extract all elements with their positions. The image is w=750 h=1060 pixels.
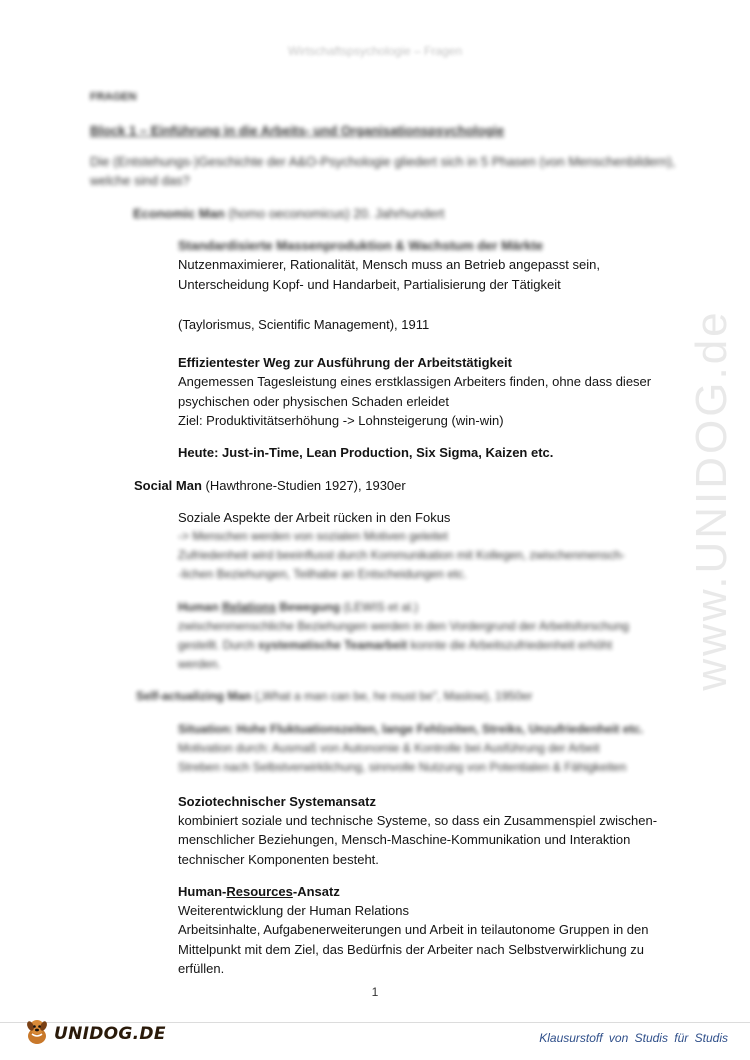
economic-man-rest: (homo oeconomicus) 20. Jahrhundert — [224, 206, 445, 221]
hr-line-2b: systematische Teamarbeit — [258, 638, 408, 652]
page-header: Wirtschaftspsychologie – Fragen — [287, 44, 463, 58]
effizient-line-2: psychischen oder physischen Schaden erleidet — [178, 394, 450, 409]
economic-man-title: Economic Man — [133, 206, 225, 221]
footer-slogan: Klausurstoff von Studis für Studis — [539, 1031, 728, 1045]
motivation-line: Motivation durch: Ausmaß von Autonomie & Kontrolle bei Ausführung der Arbeit — [178, 741, 600, 755]
sozio-line-2: menschlicher Beziehungen, Mensch-Maschine-Kommunikation und Interaktion — [178, 832, 631, 847]
self-actualizing-title: Self-actualizing Man — [136, 689, 252, 703]
hra-line-3: Mittelpunkt mit dem Ziel, das Bedürfnis der Arbeiter nach Selbstverwirklichung zu — [178, 942, 645, 957]
zufriedenheit-line-2: -lichen Beziehungen, Teilhabe an Entscheidungen etc. — [178, 567, 467, 581]
human-relations-a: Human — [178, 600, 223, 614]
zufriedenheit-line-1: Zufriedenheit wird beeinflusst durch Kommunikation mit Kollegen, zwischenmensch- — [178, 548, 625, 562]
hra-title-u: Resources — [226, 884, 293, 899]
watermark-text: www.UNIDOG.de — [687, 309, 736, 691]
taylor-line: (Taylorismus, Scientific Management), 1911 — [178, 317, 430, 332]
menschen-sozial-line: -> Menschen werden von sozialen Motiven geleitet — [178, 529, 448, 543]
kopf-line: Unterscheidung Kopf- und Handarbeit, Partialisierung der Tätigkeit — [178, 277, 561, 292]
economic-man-heading — [133, 204, 444, 224]
effizient-line-1: Angemessen Tagesleistung eines erstklassigen Arbeiters finden, ohne dass dieser — [178, 374, 652, 389]
hra-line-2: Arbeitsinhalte, Aufgabenerweiterungen und Arbeit in teilautonome Gruppen in den — [178, 922, 649, 937]
self-actualizing-rest: („What a man can be, he must be", Maslow), 1950er — [251, 689, 533, 703]
situation-line: Situation: Hohe Fluktuationszeiten, lange Fehlzeiten, Streiks, Unzufriedenheit etc. — [178, 722, 644, 736]
human-relations-u: Relations — [222, 600, 277, 614]
sozio-title: Soziotechnischer Systemansatz — [178, 794, 376, 809]
hra-title — [178, 882, 340, 902]
logo-text: UNIDOG.DE — [54, 1024, 166, 1044]
human-relations-b: Bewegung — [276, 600, 341, 614]
human-relations-c: (LEWIS et al.) — [340, 600, 419, 614]
block-heading: Block 1 – Einführung in die Arbeits- und Organisationspsychologie — [90, 123, 505, 138]
standardisierte-heading: Standardisierte Massenproduktion & Wachstum der Märkte — [178, 238, 544, 253]
social-man-title: Social Man — [134, 478, 202, 493]
streben-line: Streben nach Selbstverwirklichung, sinnvolle Nutzung von Potentialen & Fähigkeiten — [178, 760, 627, 774]
effizient-title: Effizientester Weg zur Ausführung der Arbeitstätigkeit — [178, 355, 512, 370]
heute-line: Heute: Just-in-Time, Lean Production, Six Sigma, Kaizen etc. — [178, 445, 554, 460]
sozio-line-3: technischer Komponenten besteht. — [178, 852, 379, 867]
dog-icon — [22, 1017, 52, 1052]
page-number: 1 — [371, 985, 379, 999]
hra-line-1: Weiterentwicklung der Human Relations — [178, 903, 409, 918]
social-man-rest: (Hawthrone-Studien 1927), 1930er — [201, 478, 406, 493]
sozio-line-1: kombiniert soziale und technische Systeme, so dass ein Zusammenspiel zwischen- — [178, 813, 658, 828]
hr-line-2a: gestellt. Durch — [178, 638, 259, 652]
ziel-line: Ziel: Produktivitätserhöhung -> Lohnsteigerung (win-win) — [178, 413, 504, 428]
hra-line-4: erfüllen. — [178, 961, 225, 976]
question-line-1: Die (Entstehungs-)Geschichte der A&O-Psychologie gliedert sich in 5 Phasen (von Menschenbildern), — [90, 154, 676, 169]
hr-line-2 — [178, 636, 612, 656]
unidog-logo[interactable] — [22, 1018, 166, 1050]
question-line-2: welche sind das? — [90, 173, 190, 188]
hr-line-1: zwischenmenschliche Beziehungen werden in den Vordergrund der Arbeitsforschung — [178, 619, 629, 633]
hr-line-2c: konnte die Arbeitszufriedenheit erhöht — [407, 638, 613, 652]
social-man-heading — [134, 476, 406, 496]
hr-line-3: werden. — [178, 657, 221, 671]
nutzen-line: Nutzenmaximierer, Rationalität, Mensch muss an Betrieb angepasst sein, — [178, 257, 600, 272]
self-actualizing-heading — [136, 687, 532, 707]
hra-title-b: -Ansatz — [292, 884, 340, 899]
hra-title-a: Human- — [178, 884, 227, 899]
human-relations-heading — [178, 598, 418, 618]
fragen-heading: FRAGEN — [90, 91, 137, 103]
soziale-aspekte-line: Soziale Aspekte der Arbeit rücken in den Fokus — [178, 510, 451, 525]
